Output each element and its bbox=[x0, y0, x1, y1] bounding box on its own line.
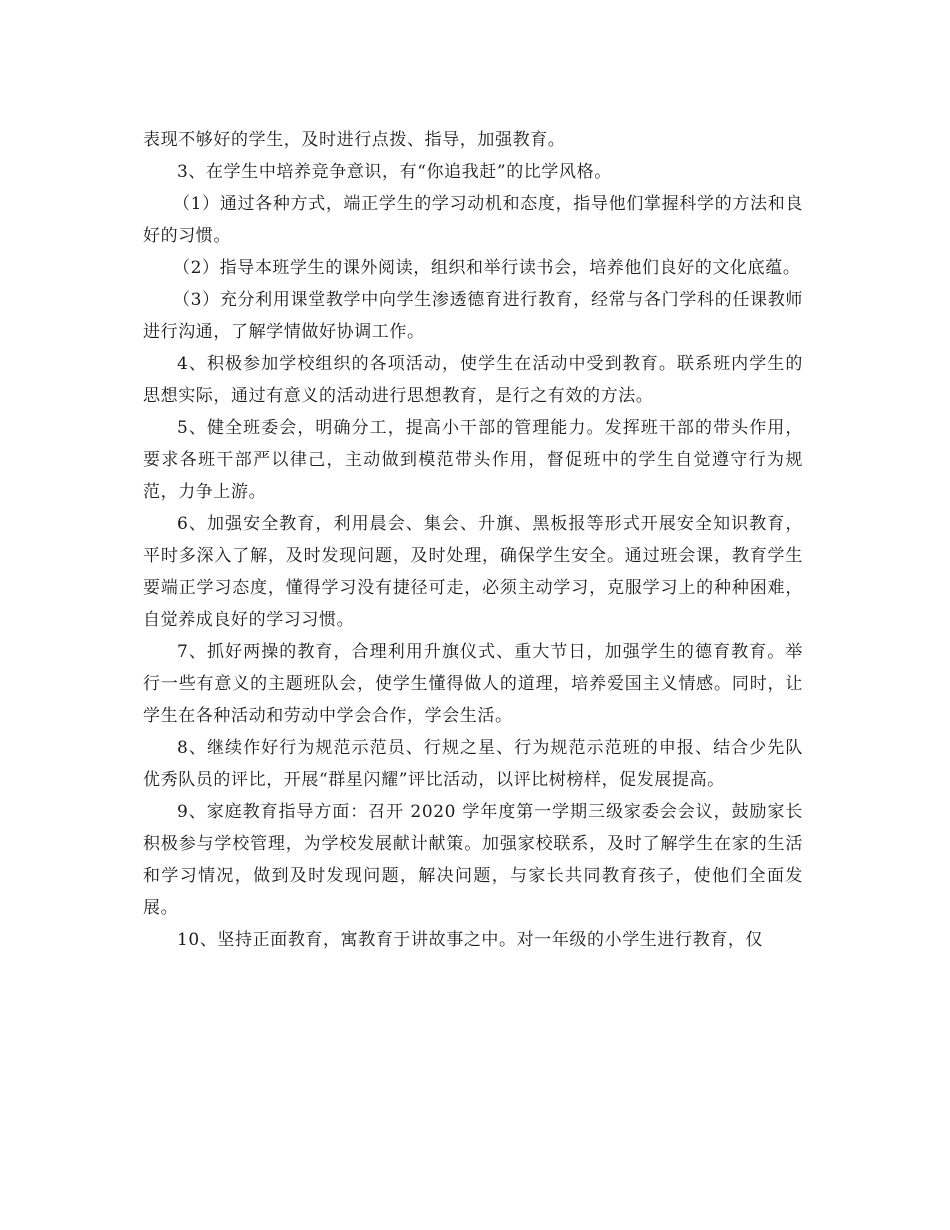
paragraph-subitem-1: （1）通过各种方式，端正学生的学习动机和态度，指导他们掌握科学的方法和良好的习惯。 bbox=[143, 194, 803, 246]
paragraph-item-7: 7、抓好两操的教育，合理利用升旗仪式、重大节日，加强学生的德育教育。举行一些有意义的主题班队会，使学生懂得做人的道理，培养爱国主义情感。同时，让学生在各种活动和劳动中学会合作，学会生活。 bbox=[143, 642, 803, 726]
paragraph-subitem-2: （2）指导本班学生的课外阅读，组织和举行读书会，培养他们良好的文化底蕴。 bbox=[173, 258, 801, 278]
paragraph-item-4: 4、积极参加学校组织的各项活动，使学生在活动中受到教育。联系班内学生的思想实际，通过有意义的活动进行思想教育，是行之有效的方法。 bbox=[143, 354, 803, 406]
paragraph-item-9: 9、家庭教育指导方面：召开 2020 学年度第一学期三级家委会会议，鼓励家长积极参与学校管理，为学校发展献计献策。加强家校联系，及时了解学生在家的生活和学习情况，做到及时发现问题，解决问题，与家长共同教育孩子，使他们全面发展。 bbox=[143, 802, 803, 918]
paragraph-item-3: 3、在学生中培养竞争意识，有“你追我赶”的比学风格。 bbox=[177, 162, 612, 182]
paragraph-item-10: 10、坚持正面教育，寓教育于讲故事之中。对一年级的小学生进行教育，仅 bbox=[177, 930, 764, 950]
paragraph-item-6: 6、加强安全教育，利用晨会、集会、升旗、黑板报等形式开展安全知识教育，平时多深入了解，及时发现问题，及时处理，确保学生安全。通过班会课，教育学生要端正学习态度，懂得学习没有捷径可走，必须主动学习，克服学习上的种种困难，自觉养成良好的学习习惯。 bbox=[143, 514, 803, 630]
document-body bbox=[143, 124, 803, 956]
paragraph-item-5: 5、健全班委会，明确分工，提高小干部的管理能力。发挥班干部的带头作用，要求各班干部严以律己，主动做到模范带头作用，督促班中的学生自觉遵守行为规范，力争上游。 bbox=[143, 418, 803, 502]
paragraph-continuation: 表现不够好的学生，及时进行点拨、指导，加强教育。 bbox=[143, 130, 566, 150]
paragraph-item-8: 8、继续作好行为规范示范员、行规之星、行为规范示范班的申报、结合少先队优秀队员的评比，开展“群星闪耀”评比活动，以评比树榜样，促发展提高。 bbox=[143, 738, 803, 790]
paragraph-subitem-3: （3）充分利用课堂教学中向学生渗透德育进行教育，经常与各门学科的任课教师进行沟通，了解学情做好协调工作。 bbox=[143, 290, 803, 342]
